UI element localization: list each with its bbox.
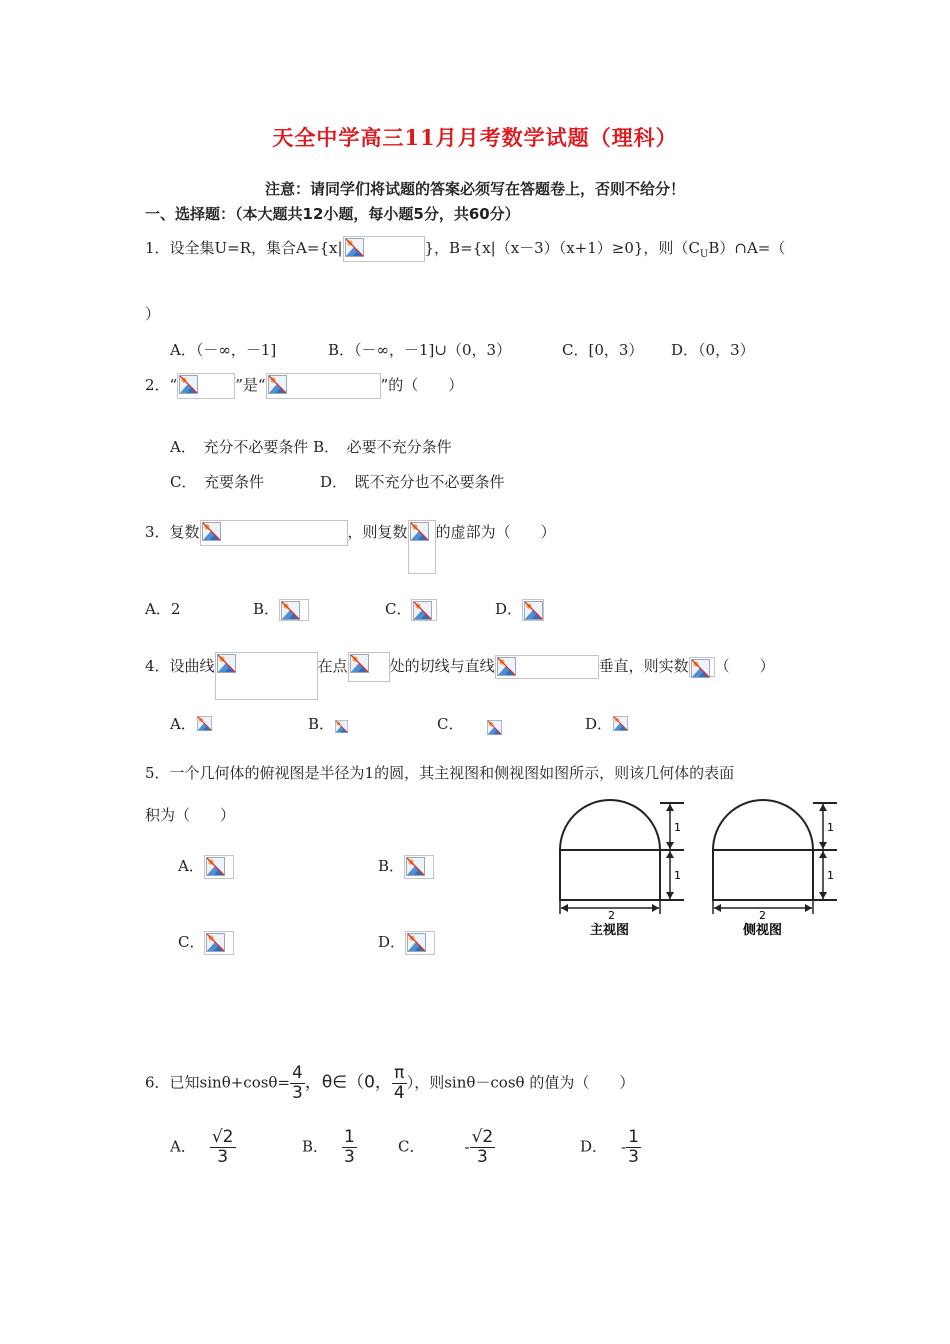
question-4: 4．设曲线 在点 处的切线与直线 垂直，则实数 （ ） (145, 652, 775, 700)
section-heading: 一、选择题：（本大题共12小题，每小题5分，共60分） (145, 205, 520, 223)
q5-option-c: C． (178, 930, 234, 955)
front-dim-bottom: 1 (674, 869, 681, 882)
q3-option-a: A．2 (145, 600, 181, 618)
q5-option-b: B． (378, 854, 434, 879)
question-3: 3．复数 ，则复数 的虚部为（ ） (145, 520, 556, 574)
front-dim-width: 2 (608, 909, 615, 922)
formula-image-icon (343, 236, 425, 262)
page-title: 天全中学高三11月月考数学试题（理科） (272, 125, 678, 150)
q4-option-b: B． (308, 712, 350, 736)
q2-option-ab: A． 充分不必要条件 B． 必要不充分条件 (170, 438, 452, 456)
formula-image-icon (204, 931, 234, 955)
fraction-4-3: $\frac{4}{3}$ (292, 1063, 303, 1103)
formula-image-icon (334, 715, 350, 735)
q4-option-d: D． (585, 712, 628, 736)
side-dim-top: 1 (827, 821, 834, 834)
question-1-close: ） (145, 305, 161, 323)
formula-image-icon (495, 655, 599, 679)
formula-image-icon (215, 652, 318, 700)
q4-option-c: C． (437, 712, 503, 736)
formula-image-icon (411, 599, 437, 621)
side-view-label: 侧视图 (743, 923, 783, 938)
formula-image-icon (200, 520, 348, 546)
q6-option-b: B． $\frac{1}{3}$ (302, 1127, 355, 1167)
formula-image-icon (177, 373, 235, 399)
side-dim-width: 2 (759, 909, 766, 922)
q2-option-c: C． 充要条件 (170, 473, 264, 491)
side-dim-bottom: 1 (827, 869, 834, 882)
three-view-figure (552, 798, 844, 944)
formula-image-icon (612, 715, 628, 735)
front-view-arrows (561, 804, 674, 912)
q3-option-c: C． (385, 597, 437, 621)
q1-option-b: B．（－∞，－1]∪（0，3） (328, 341, 512, 359)
q6-option-d: D． - $\frac{1}{3}$ (580, 1127, 639, 1167)
side-view (713, 800, 837, 914)
q1-option-a: A．（－∞，－1] (170, 341, 277, 359)
formula-image-icon (522, 599, 544, 621)
q3-option-b: B． (253, 597, 309, 621)
q6-option-c: C． - $\frac{√2}{3}$ (398, 1127, 494, 1167)
side-view-semicircle (713, 800, 813, 850)
formula-image-icon (408, 520, 436, 574)
q1-option-d: D．（0，3） (671, 341, 755, 359)
question-6: 6．已知sinθ+cosθ= $\frac{4}{3}$ ，θ∈（0， $\frac{\pi}{4}$ ），则sinθ－cosθ 的值为（ ） (145, 1063, 635, 1103)
q3-option-d: D． (495, 597, 544, 621)
q5-option-a: A． (178, 854, 234, 879)
front-view-label: 主视图 (590, 923, 630, 938)
formula-image-icon (279, 599, 309, 621)
question-5-line2: 积为（ ） (145, 806, 236, 824)
formula-image-icon (196, 715, 212, 735)
q2-option-d: D． 既不充分也不必要条件 (320, 473, 505, 491)
question-1: 1．设全集U=R，集合A={x| }，B={x|（x－3）（x+1）≥0}，则$(C_UB)\cap A=$（ (145, 236, 785, 267)
q6-option-a: A． $\frac{√2}{3}$ (170, 1127, 234, 1167)
question-5-line1: 5．一个几何体的俯视图是半径为1的圆，其主视图和侧视图如图所示，则该几何体的表面 (145, 764, 735, 782)
question-2: 2．“ ”是“ ”的（ ） (145, 373, 463, 399)
formula-image-icon (405, 931, 435, 955)
notice: 注意：请同学们将试题的答案必须写在答题卷上，否则不给分！ (264, 180, 685, 198)
formula-image-icon (463, 715, 503, 735)
front-view (560, 800, 684, 914)
front-view-semicircle (560, 800, 660, 850)
formula-image-icon (266, 373, 381, 399)
front-view-rect (560, 850, 660, 900)
formula-image-icon (689, 657, 715, 677)
q5-option-d: D． (378, 930, 435, 955)
side-view-rect (713, 850, 813, 900)
fraction-pi-4: $\frac{\pi}{4}$ (393, 1063, 405, 1103)
formula-image-icon (204, 855, 234, 879)
formula-image-icon (348, 652, 390, 682)
q1-option-c: C．[0，3） (562, 341, 644, 359)
q4-option-a: A． (170, 712, 212, 736)
side-view-arrows (714, 804, 827, 912)
formula-image-icon (404, 855, 434, 879)
front-dim-top: 1 (674, 821, 681, 834)
